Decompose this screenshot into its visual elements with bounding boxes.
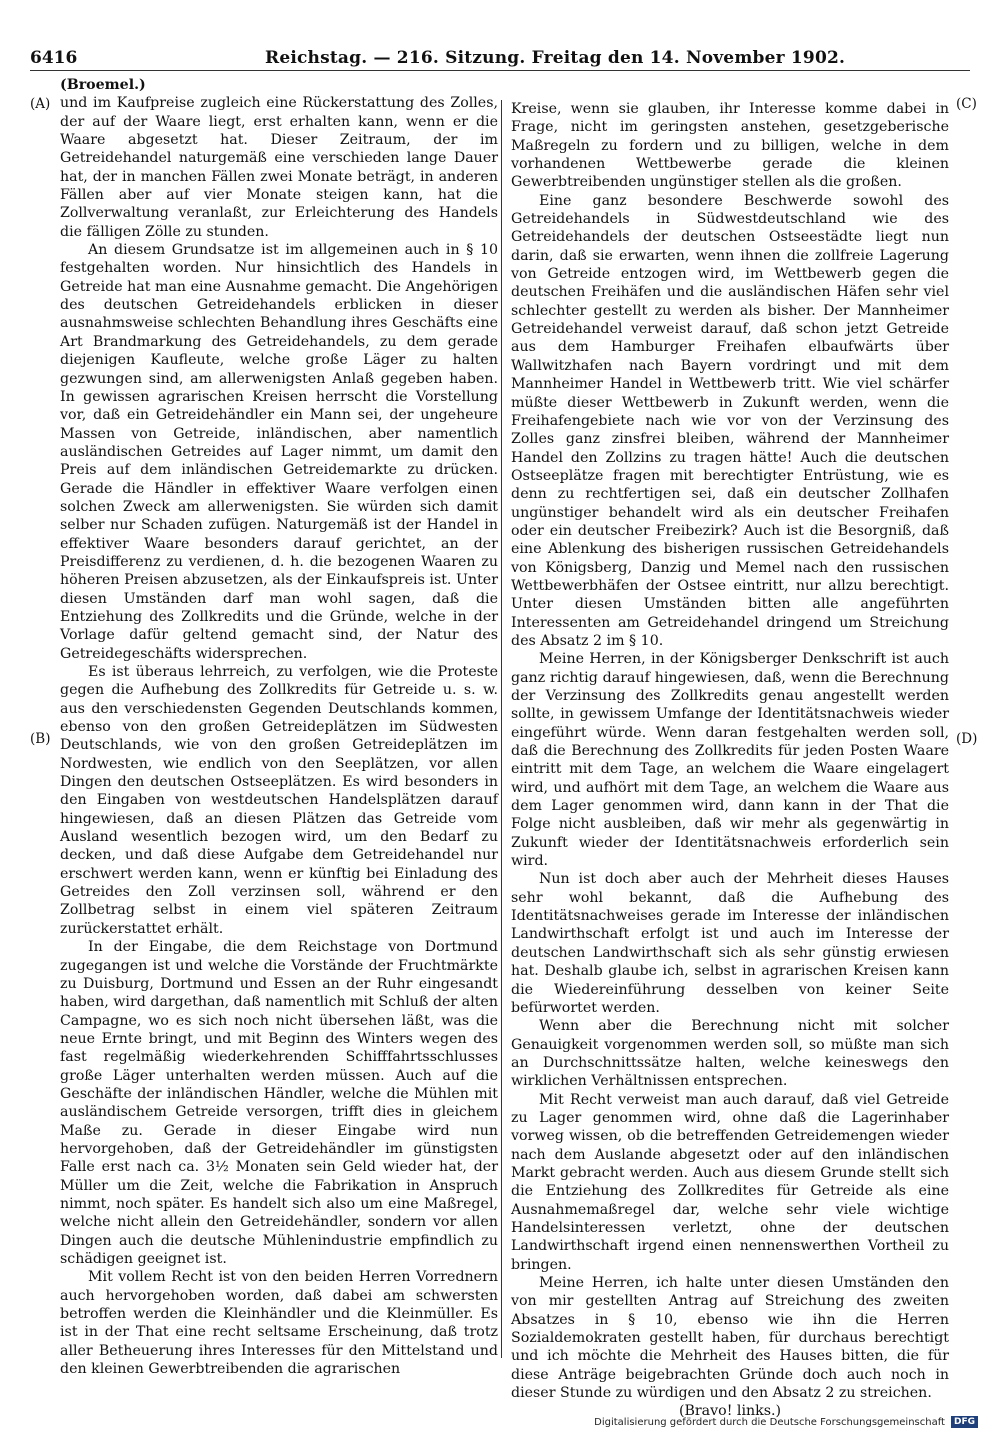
paragraph: Mit vollem Recht ist von den beiden Herren Vorrednern auch hervorgehoben worden, daß dabei am schwersten betroffen werden die Kleinhändler und die Kleinmüller. Es ist in der That eine recht seltsame Erscheinung, daß trotz aller Betheuerung ihres Interesses für den Mittelstand und den kleinen Gewerbtreibenden die agrarischen	[60, 1269, 498, 1378]
dfg-logo: DFG	[951, 1416, 978, 1428]
paragraph: Es ist überaus lehrreich, zu verfolgen, wie die Proteste gegen die Aufhebung des Zollkredits für Getreide u. s. w. aus den verschiedensten Gegenden Deutschlands kommen, ebenso von den großen Getreideplätzen im Südwesten Deutschlands, wie von den großen Getreideplätzen im Nordwesten, wie endlich von den Seeplätzen, vor allen Dingen den deutschen Ostseeplätzen. Es wird besonders in den Eingaben von westdeutschen Handelsplätzen darauf hingewiesen, daß an diesen Plätzen das Getreide vom Ausland wesentlich bezogen wird, um den Bedarf zu decken, und daß diese Aufgabe dem Getreidehandel nur erschwert werden kann, wenn er künftig bei Einladung des Getreides den Zoll verzinsen soll, während er den Zollbetrag selbst in einem viel späteren Zeitraum zurückerstattet erhält.	[60, 664, 498, 937]
right-column	[511, 100, 949, 1421]
header-rule	[30, 70, 970, 71]
paragraph: Mit Recht verweist man auch darauf, daß viel Getreide zu Lager genommen wird, ohne daß die Lagerinhaber vorweg wissen, ob die betreffenden Getreidemengen wieder nach dem Auslande abgesetzt oder auf den inländischen Markt gebracht werden. Auch aus diesem Grunde stellt sich die Entziehung des Zollkredites für Getreide als eine Ausnahmemaßregel dar, welche sehr viele wichtige Handelsinteressen verletzt, ohne der deutschen Landwirthschaft irgend einen nennenswerthen Vortheil zu bringen.	[511, 1091, 949, 1273]
paragraph: An diesem Grundsatze ist im allgemeinen auch in § 10 festgehalten worden. Nur hinsichtlich des Handels in Getreide hat man eine Ausnahme gemacht. Die Angehörigen des deutschen Getreidehandels erblicken in dieser ausnahmsweise schlechten Behandlung ihres Geschäfts eine Art Brandmarkung des Getreidehandels, zu dem gerade diejenigen Kaufleute, welche große Läger zu halten gezwungen sind, am allerwenigsten Anlaß gegeben haben. In gewissen agrarischen Kreisen herrscht die Vorstellung vor, daß ein Getreidehändler ein Mann sei, der ungeheure Massen von Getreide, inländischen, aber namentlich ausländischen Getreides auf Lager nimmt, um damit den Preis auf dem inländischen Getreidemarkte zu drücken. Gerade die Händler in effektiver Waare verfolgen einen solchen Zweck am allerwenigsten. Sie würden sich damit selber nur Schaden zufügen. Naturgemäß ist der Handel in effektiver Waare besonders darauf gerichtet, an der Preisdifferenz zu verdienen, d. h. die bezogenen Waaren zu höheren Preisen abzusetzen, als der Einkaufspreis ist. Unter diesen Umständen darf man wohl sagen, daß die Entziehung des Zollkredits und die Gründe, welche in der Vorlage dafür geltend gemacht sind, der Natur des Getreidegeschäfts widersprechen.	[60, 242, 498, 662]
margin-marker-b: (B)	[30, 731, 51, 747]
paragraph: Meine Herren, in der Königsberger Denkschrift ist auch ganz richtig darauf hingewiesen, daß, wenn die Berechnung der Verzinsung des Zollkredits genau angestellt werden sollte, in gewissem Umfange der Identitätsnachweis wieder eingeführt würde. Wenn daran festgehalten werden soll, daß die Berechnung des Zollkredits für jeden Posten Waare eintritt mit dem Tage, an welchem die Waare eingelagert wird, und aufhört mit dem Tage, an welchem die Waare aus dem Lager genommen wird, dann kann in der That die Folge nicht ausbleiben, daß wir mehr als gegenwärtig in Zukunft wieder der Identitätsnachweis erforderlich sein wird.	[511, 651, 949, 870]
margin-marker-c: (C)	[956, 96, 977, 112]
paragraph: In der Eingabe, die dem Reichstage von Dortmund zugegangen ist und welche die Vorstände der Fruchtmärkte zu Duisburg, Dortmund und Essen an der Ruhr eingesandt haben, wird dargethan, daß namentlich mit Schluß der alten Campagne, wo es sich noch nicht übersehen läßt, was die neue Ernte bringt, und mit Beginn des Winters wegen des fast regelmäßig wiederkehrenden Schifffahrtsschlusses große Läger unterhalten werden müssen. Auch auf die Geschäfte der inländischen Händler, welche die Mühlen mit ausländischem Getreide versorgen, trifft dies in gleichem Maße zu. Gerade in dieser Eingabe wird nun hervorgehoben, daß der Getreidehändler im günstigsten Falle erst nach ca. 3½ Monaten sein Geld wieder hat, der Müller um die Zeit, welche die Fabrikation in Anspruch nimmt, noch später. Es handelt sich also um eine Maßregel, welche nicht allein den Getreidehändler, sondern vor allen Dingen auch die deutsche Mühlenindustrie empfindlich zu schädigen geeignet ist.	[60, 939, 498, 1267]
paragraph: Nun ist doch aber auch der Mehrheit dieses Hauses sehr wohl bekannt, daß die Aufhebung des Identitätsnachweises gerade im Interesse der inländischen Landwirthschaft erfolgt ist und auch im Interesse der deutschen Landwirthschaft sich als sehr günstig erwiesen hat. Deshalb glaube ich, selbst in agrarischen Kreisen kann die Wiedereinführung desselben von keiner Seite befürwortet werden.	[511, 871, 949, 1016]
paragraph: Wenn aber die Berechnung nicht mit solcher Genauigkeit vorgenommen werden soll, so müßte man sich an Durchschnittssätze halten, welche keineswegs den wirklichen Verhältnissen entsprechen.	[511, 1018, 949, 1090]
margin-marker-d: (D)	[956, 731, 978, 747]
running-head: Reichstag. — 216. Sitzung. Freitag den 14. November 1902.	[265, 48, 846, 68]
paragraph: Meine Herren, ich halte unter diesen Umständen den von mir gestellten Antrag auf Streichung des zweiten Absatzes in § 10, ebenso wie ihn die Herren Sozialdemokraten gestellt haben, für durchaus berechtigt und ich möchte die Mehrheit des Hauses bitten, die für diese Anträge beigebrachten Gründe doch auch noch in dieser Stunde zu würdigen und den Absatz 2 zu streichen.	[511, 1275, 949, 1402]
footer-credit: Digitalisierung gefördert durch die Deutsche Forschungsgemeinschaft	[594, 1416, 945, 1428]
left-column	[60, 76, 498, 1378]
paragraph: Eine ganz besondere Beschwerde sowohl des Getreidehandels in Südwestdeutschland wie des Getreidehandels der deutschen Ostseestädte liegt nun darin, daß sie erwarten, wenn ihnen die zollfreie Lagerung von Getreide entzogen wird, im Wettbewerb gegen die deutschen Freihäfen und die ausländischen Häfen sehr viel schlechter gestellt zu werden als bisher. Der Mannheimer Getreidehandel verweist darauf, daß schon jetzt Getreide aus dem Hamburger Freihafen elbaufwärts über Wallwitzhafen nach Bayern vordringt und mit dem Mannheimer Handel in Wettbewerb tritt. Wie viel schärfer müßte dieser Wettbewerb in Zukunft werden, wenn die Freihafengebiete nach wie vor von der Verzinsung des Zolles ganz zinsfrei bleiben, während der Mannheimer Handel den Zollzins zu tragen hätte! Auch die deutschen Ostseeplätze fragen mit berechtigter Entrüstung, wie es denn zu rechtfertigen sei, daß ein deutscher Zollhafen ungünstiger behandelt wird als ein deutscher Freihafen oder ein deutscher Freibezirk? Auch ist die Besorgniß, daß eine Ablenkung des bisherigen russischen Getreidehandels von Königsberg, Danzig und Memel nach den russischen Wettbewerbhäfen der Ostsee eintritt, nur allzu berechtigt. Unter diesen Umständen bitten alle angeführten Interessenten am Getreidehandel dringend um Streichung des Absatz 2 im § 10.	[511, 192, 949, 649]
paragraph: Kreise, wenn sie glauben, ihr Interesse komme dabei in Frage, nicht im geringsten anstehen, gesetzgeberische Maßregeln zu fordern und zu billigen, welche in dem vorhandenen Wettbewerbe gerade die kleinen Gewerbtreibenden ungünstiger stellen als die großen.	[511, 101, 949, 191]
column-divider	[501, 100, 502, 1358]
margin-marker-a: (A)	[30, 96, 51, 112]
page-number: 6416	[30, 48, 78, 68]
paragraph: und im Kaufpreise zugleich eine Rückerstattung des Zolles, der auf der Waare liegt, erst erhalten kann, wenn er die Waare abgesetzt hat. Dieser Zeitraum, der im Getreidehandel naturgemäß eine verschieden lange Dauer hat, der in manchen Fällen zwei Monate beträgt, in anderen Fällen aber auf vier Monate steigen kann, hat die Zollverwaltung veranlaßt, zur Erleichterung des Handels die fälligen Zölle zu stunden.	[60, 95, 498, 240]
applause-note: (Bravo! links.)	[678, 1403, 782, 1420]
footer	[594, 1416, 978, 1428]
speaker-name: (Broemel.)	[60, 77, 146, 93]
